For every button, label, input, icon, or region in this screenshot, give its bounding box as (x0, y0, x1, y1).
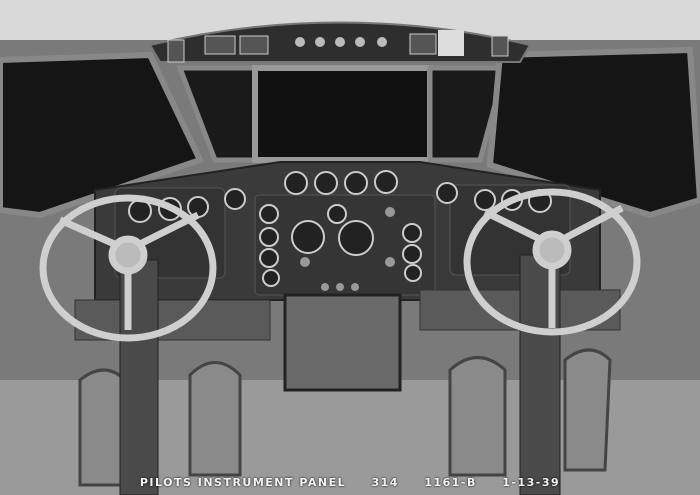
caption-title: PILOTS INSTRUMENT PANEL (139, 476, 347, 489)
caption-ref2: 1161-B (424, 476, 477, 489)
center-window (255, 68, 430, 160)
caption-ref1: 314 (371, 476, 399, 489)
left-pedal-outer (80, 370, 125, 485)
caption-date: 1-13-39 (502, 476, 561, 489)
right-pedal-inner (450, 358, 505, 476)
left-pedal-inner (190, 363, 240, 476)
right-pedal-outer (565, 350, 610, 470)
photo-caption (0, 476, 700, 489)
center-pedestal (285, 295, 400, 390)
